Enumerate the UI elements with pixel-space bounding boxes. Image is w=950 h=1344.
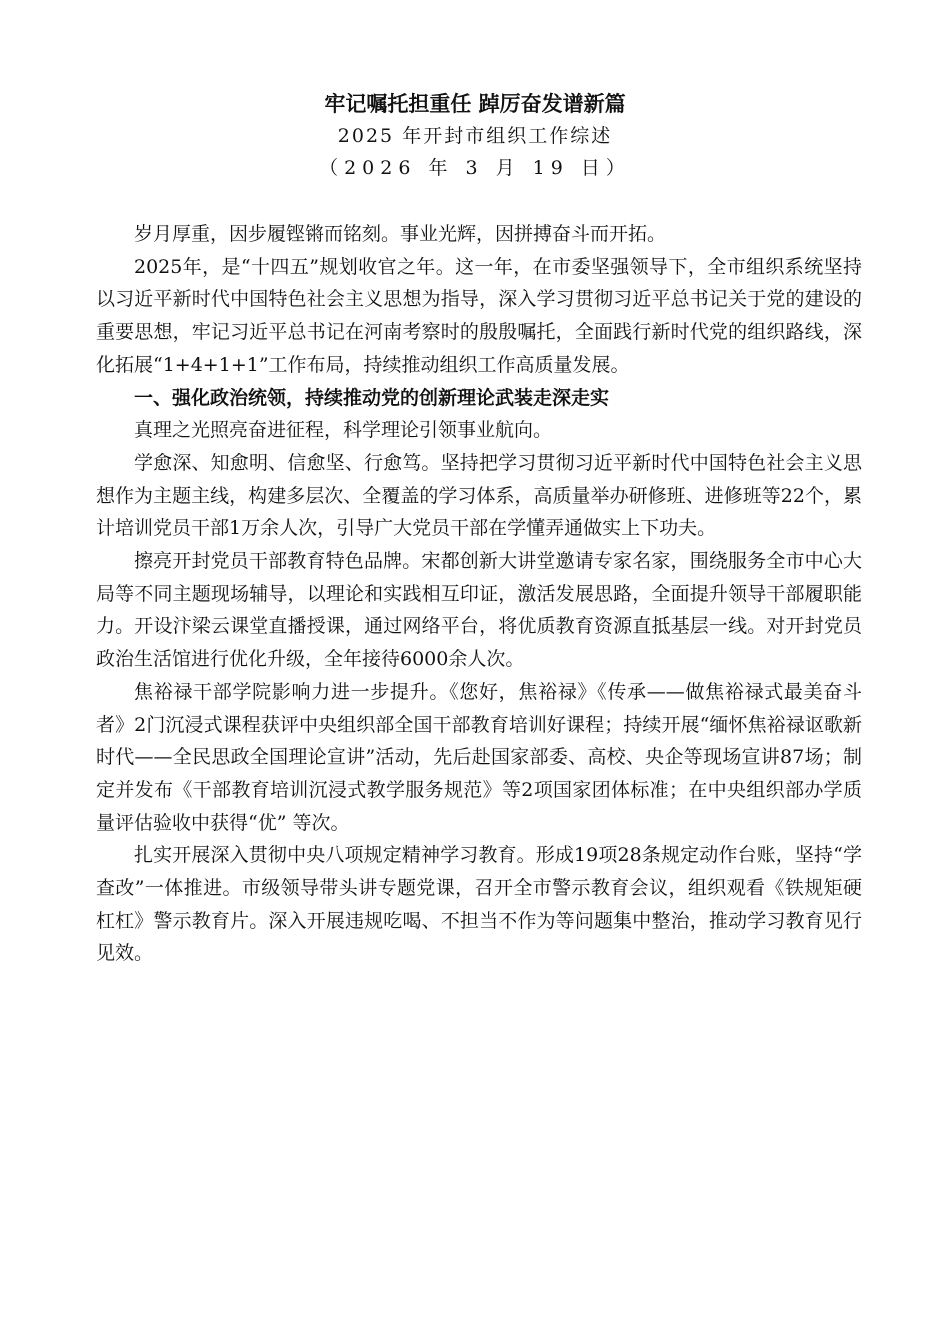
section-paragraph: 焦裕禄干部学院影响力进一步提升。《您好，焦裕禄》《传承——做焦裕禄式最美奋斗者》2门沉浸式课程获评中央组织部全国干部教育培训好课程；持续开展“缅怀焦裕禄讴歌新时代——全民思政全国理论宣讲”活动，先后赴国家部委、高校、央企等现场宣讲87场；制定并发布《干部教育培训沉浸式教学服务规范》等2项国家团体标准；在中央组织部办学质量评估验收中获得“优” 等次。: [96, 680, 862, 834]
paragraph-overview: 2025年，是“十四五”规划收官之年。这一年，在市委坚强领导下，全市组织系统坚持以习近平新时代中国特色社会主义思想为指导，深入学习贯彻习近平总书记关于党的建设的重要思想，牢记习近平总书记在河南考察时的殷殷嘱托，全面践行新时代党的组织路线，深化拓展“1+4+1+1”工作布局，持续推动组织工作高质量发展。: [96, 255, 862, 376]
document-subtitle: 2025 年开封市组织工作综述: [337, 125, 613, 147]
section-paragraph: 真理之光照亮奋进征程，科学理论引领事业航向。: [134, 419, 553, 442]
section-paragraph: 学愈深、知愈明、信愈坚、行愈笃。坚持把学习贯彻习近平新时代中国特色社会主义思想作为主题主线，构建多层次、全覆盖的学习体系，高质量举办研修班、进修班等22个，累计培训党员干部1万余人次，引导广大党员干部在学懂弄通做实上下功夫。: [96, 451, 862, 540]
paragraph-intro: 岁月厚重，因步履铿锵而铭刻。事业光辉，因拼搏奋斗而开拓。: [134, 223, 667, 245]
section-paragraph: 擦亮开封党员干部教育特色品牌。宋都创新大讲堂邀请专家名家，围绕服务全市中心大局等不同主题现场辅导，以理论和实践相互印证，激活发展思路，全面提升领导干部履职能力。开设汴梁云课堂直播授课，通过网络平台，将优质教育资源直抵基层一线。对开封党员政治生活馆进行优化升级，全年接待6000余人次。: [96, 550, 862, 671]
section-heading: 一、强化政治统领，持续推动党的创新理论武装走深走实: [134, 386, 610, 409]
document-title: 牢记嘱托担重任 踔厉奋发谱新篇: [324, 91, 626, 116]
section-paragraph: 扎实开展深入贯彻中央八项规定精神学习教育。形成19项28条规定动作台账，坚持“学查改”一体推进。市级领导带头讲专题党课，召开全市警示教育会议，组织观看《铁规矩硬杠杠》警示教育片。深入开展违规吃喝、不担当不作为等问题集中整治，推动学习教育见行见效。: [96, 844, 862, 965]
document-header: [0, 88, 950, 184]
document-date: （2026 年 3 月 19 日）: [319, 157, 631, 179]
document-body: [96, 218, 862, 970]
